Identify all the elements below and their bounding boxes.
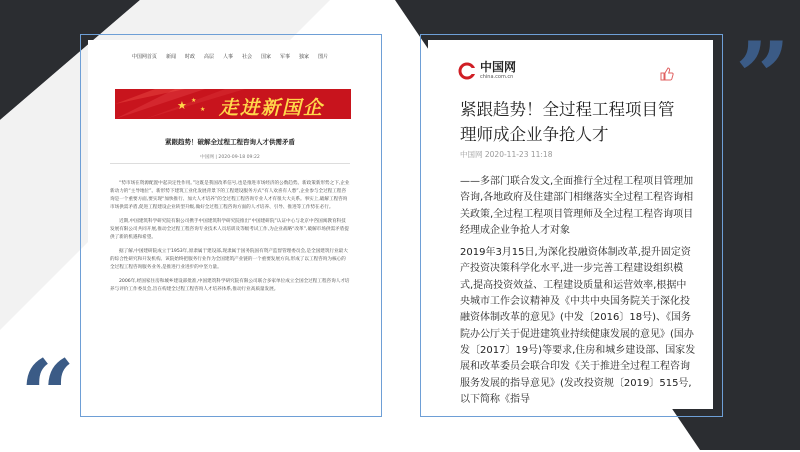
- right-article-title: 紧跟趋势！全过程工程项目管理师成企业争抢人才: [460, 100, 675, 144]
- right-paragraph: ——多部门联合发文,全面推行全过程工程项目管理加咨询,各地政府及住建部门相继落实全过程工程咨询相关政策,全过程工程项目管理师及全过程工程咨询项目经理成企业争抢人才对象: [460, 176, 694, 236]
- nav-item[interactable]: 中国网首页: [131, 54, 157, 60]
- svg-text:★: ★: [191, 97, 197, 104]
- left-paragraph: “势市场在资源配置中起决定性作用。”这既是我国改革信号,也是推进市场经济的公数趋势。新政策新形势之下,企业新动力的“主导地位”。新形势下建筑工业化发展背景下的工程建设服务方式“有人欢喜有人愁”,企业参与全过程工程咨询是一个重要方面,要实现“加快推行、加大人才培养”的全过程工程咨询专业人才有很大大关系。事实上,破解工程咨询市场供需矛盾,促进工程建设企业转型升级,做好全过程工程咨询方面的人才培养、引导、推进等工作势在必行。: [110, 181, 350, 210]
- left-paragraph: 2006年,经国家住房和城乡建设部批准,中国建筑科学研究院有限公司联合多家单位成立全国全过程工程咨询人才培养与评价工作委员会,旨在构建全过程工程咨询人才培养体系,推动行业高质量发展。: [110, 279, 350, 292]
- nav-item[interactable]: 社会: [242, 54, 253, 60]
- right-article-body: [460, 174, 696, 409]
- svg-text:★: ★: [177, 99, 187, 112]
- right-article-screenshot: [428, 40, 713, 409]
- left-paragraph: 据了解,中国建研院成立于1953年,原隶属于建设部,现隶属于国务院国有资产监督管理委员会,是全国建筑行业最大的综合性研究和开发机构。该院始终把服务行业作为全国建筑产业链的一个重要发展方向,形成了以工程咨询为核心的全过程工程咨询服务业务,是推进行业进步的中坚力量。: [110, 249, 348, 270]
- nav-item[interactable]: 高层: [203, 54, 214, 60]
- nav-item[interactable]: 军事: [280, 54, 291, 60]
- nav-item[interactable]: 人事: [222, 54, 233, 60]
- banner-title: 走进新国企: [219, 97, 325, 119]
- china-logo-icon: [458, 62, 476, 80]
- nav-item[interactable]: 独家: [299, 54, 310, 60]
- right-paragraph: 2019年3月15日,为深化投融资体制改革,提升固定资产投资决策科学化水平,进一步完善工程建设组织模式,提高投资效益、工程建设质量和运营效率,根据中央城市工作会议精神及《中共中央国务院关于深化投融资体制改革的意见》(中发〔2016〕18号)、《国务院办公厅关于促进建筑业持续健康发展的意见》(国办发〔2017〕19号)等要求,住房和城乡建设部、国家发展和改革委员会联合印发《关于推进全过程工程咨询服务发展的指导意见》(发改投资规〔2019〕515号,以下简称《指导: [460, 247, 696, 405]
- china-com-cn-logo[interactable]: [458, 61, 516, 80]
- banner-image: [115, 89, 351, 119]
- nav-item[interactable]: 图片: [318, 54, 329, 60]
- right-article-meta: 中国网 2020-11-23 11:18: [460, 150, 553, 159]
- nav-item[interactable]: 新闻: [165, 54, 176, 60]
- nav-item[interactable]: 国家: [261, 54, 272, 60]
- left-article-body: [110, 180, 350, 300]
- left-paragraph: 近期,中国建筑科学研究院有限公司携手中国建筑科学研究院推出“中国建研院”认证中心与北京中咨国寓教育科技发展有限公司共同开展,推动全过程工程咨询专业技术人员培训及等级考试工作,为企业战略“改革”,破解市场供需矛盾提供了新的机遇和希望。: [110, 219, 349, 240]
- thumbs-up-icon[interactable]: [660, 67, 674, 81]
- quote-open-icon: “: [20, 339, 76, 452]
- quote-close-icon: ”: [735, 21, 791, 134]
- site-nav: [88, 40, 372, 60]
- logo-chinese-name: 中国网: [480, 60, 517, 74]
- left-article-title: 紧跟趋势！破解全过程工程咨询人才供需矛盾: [165, 138, 295, 146]
- svg-text:★: ★: [200, 106, 206, 113]
- divider: [110, 163, 350, 164]
- nav-item[interactable]: 时政: [184, 54, 195, 60]
- logo-domain: china.com.cn: [480, 74, 514, 80]
- left-article-meta: 中国网 | 2020-09-18 09:22: [200, 155, 260, 160]
- left-article-screenshot: [88, 40, 372, 409]
